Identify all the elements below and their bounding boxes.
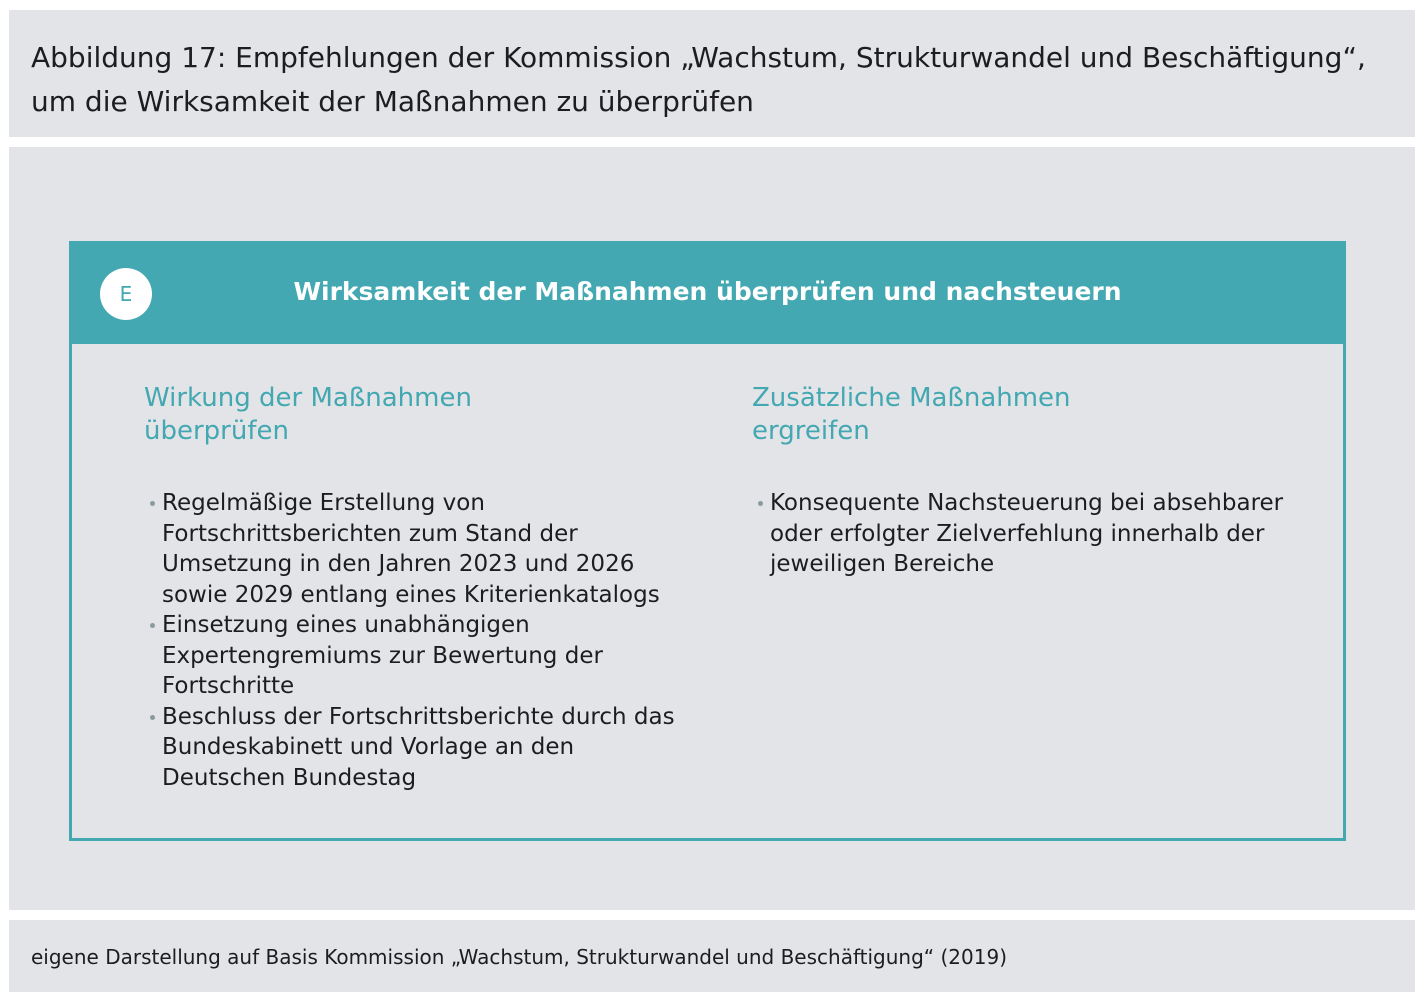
left-column-heading: Wirkung der Maßnahmen überprüfen — [144, 383, 472, 446]
source-note: eigene Darstellung auf Basis Kommission „Wachstum, Strukturwandel und Beschäftigung“ (2019) — [31, 945, 1008, 969]
bullet-dot-icon — [150, 501, 155, 506]
right-column — [752, 382, 1292, 580]
source-panel — [9, 920, 1415, 992]
bullet-text: Einsetzung eines unabhängigen Expertengremiums zur Bewertung der Fortschritte — [162, 612, 603, 699]
bullet-text: Regelmäßige Erstellung von Fortschrittsberichten zum Stand der Umsetzung in den Jahren 2023 und 2026 sowie 2029 entlang eines Kriterienkatalogs — [162, 490, 660, 608]
bullet-item — [752, 488, 1292, 580]
left-column — [144, 382, 684, 793]
bullet-item — [144, 488, 684, 610]
section-badge: E — [100, 268, 152, 320]
bullet-dot-icon — [150, 715, 155, 720]
recommendation-card — [69, 241, 1346, 841]
bullet-item — [144, 702, 684, 794]
bullet-text: Konsequente Nachsteuerung bei absehbarer oder erfolgter Zielverfehlung innerhalb der jeweiligen Bereiche — [770, 490, 1284, 577]
right-column-heading: Zusätzliche Maßnahmen ergreifen — [752, 383, 1071, 446]
bullet-item — [144, 610, 684, 702]
card-title: Wirksamkeit der Maßnahmen überprüfen und nachsteuern — [293, 277, 1122, 306]
figure-caption: Abbildung 17: Empfehlungen der Kommission „Wachstum, Strukturwandel und Beschäftigung“, um die Wirksamkeit der Maßnahmen zu überprüfen — [31, 41, 1366, 118]
bullet-dot-icon — [150, 623, 155, 628]
bullet-dot-icon — [758, 501, 763, 506]
left-bullet-list — [144, 488, 684, 793]
bullet-text: Beschluss der Fortschrittsberichte durch das Bundeskabinett und Vorlage an den Deutschen Bundestag — [162, 703, 675, 791]
right-bullet-list — [752, 488, 1292, 580]
figure-panel — [9, 147, 1415, 910]
figure-caption-panel — [9, 10, 1415, 137]
card-header — [72, 244, 1343, 344]
